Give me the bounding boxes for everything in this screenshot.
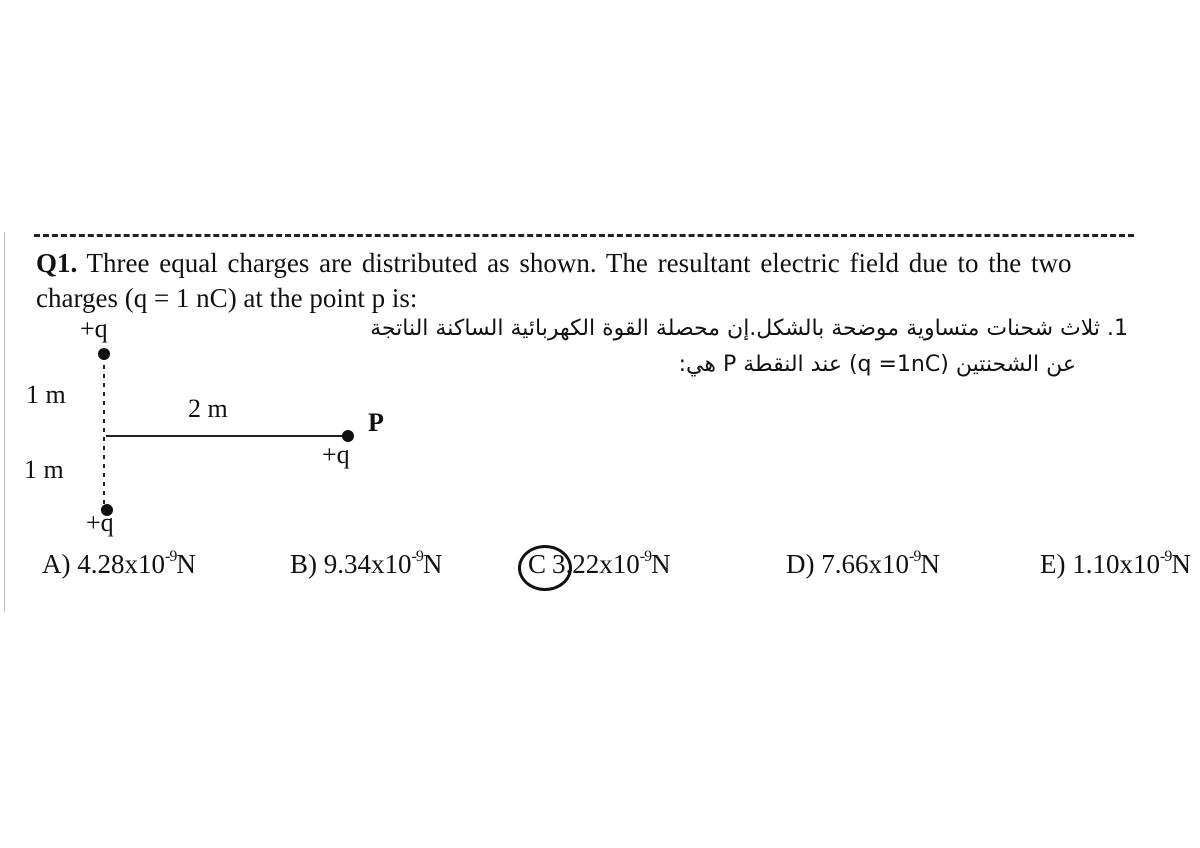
option-d: D) $7.66x10^{-9}N$ bbox=[786, 548, 940, 579]
question-text: Three equal charges are distributed as shown. The resultant electric field due to the two bbox=[86, 248, 1072, 278]
option-b: B) $9.34x10^{-9}N$ bbox=[290, 548, 443, 579]
distance-top-label: 1 m bbox=[26, 380, 66, 409]
distance-bottom-label: 1 m bbox=[24, 455, 64, 484]
right-charge-label: +q bbox=[322, 440, 350, 469]
top-charge-label: +q bbox=[80, 314, 108, 343]
option-c: C $3.22x10^{-9}N$ bbox=[528, 548, 671, 579]
distance-horizontal-label: 2 m bbox=[188, 394, 228, 423]
point-p-label: P bbox=[368, 408, 384, 437]
arabic-question-line2: عن الشحنتين (q =1nC) عند النقطة P هي: bbox=[678, 352, 1076, 377]
top-charge-dot bbox=[98, 348, 110, 360]
option-a: A) $4.28x10^{-9}N$ bbox=[42, 548, 196, 579]
option-e: E) $1.10x10^{-9}N$ bbox=[1040, 548, 1191, 579]
question-number: Q1. bbox=[36, 248, 78, 278]
bottom-charge-label: +q bbox=[86, 508, 114, 537]
arabic-question-line1: 1. ثلاث شحنات متساوية موضحة بالشكل.إن محصلة القوة الكهربائية الساكنة الناتجة bbox=[370, 316, 1128, 341]
question-text-line2: charges (q = 1 nC) at the point p is: bbox=[36, 283, 418, 313]
